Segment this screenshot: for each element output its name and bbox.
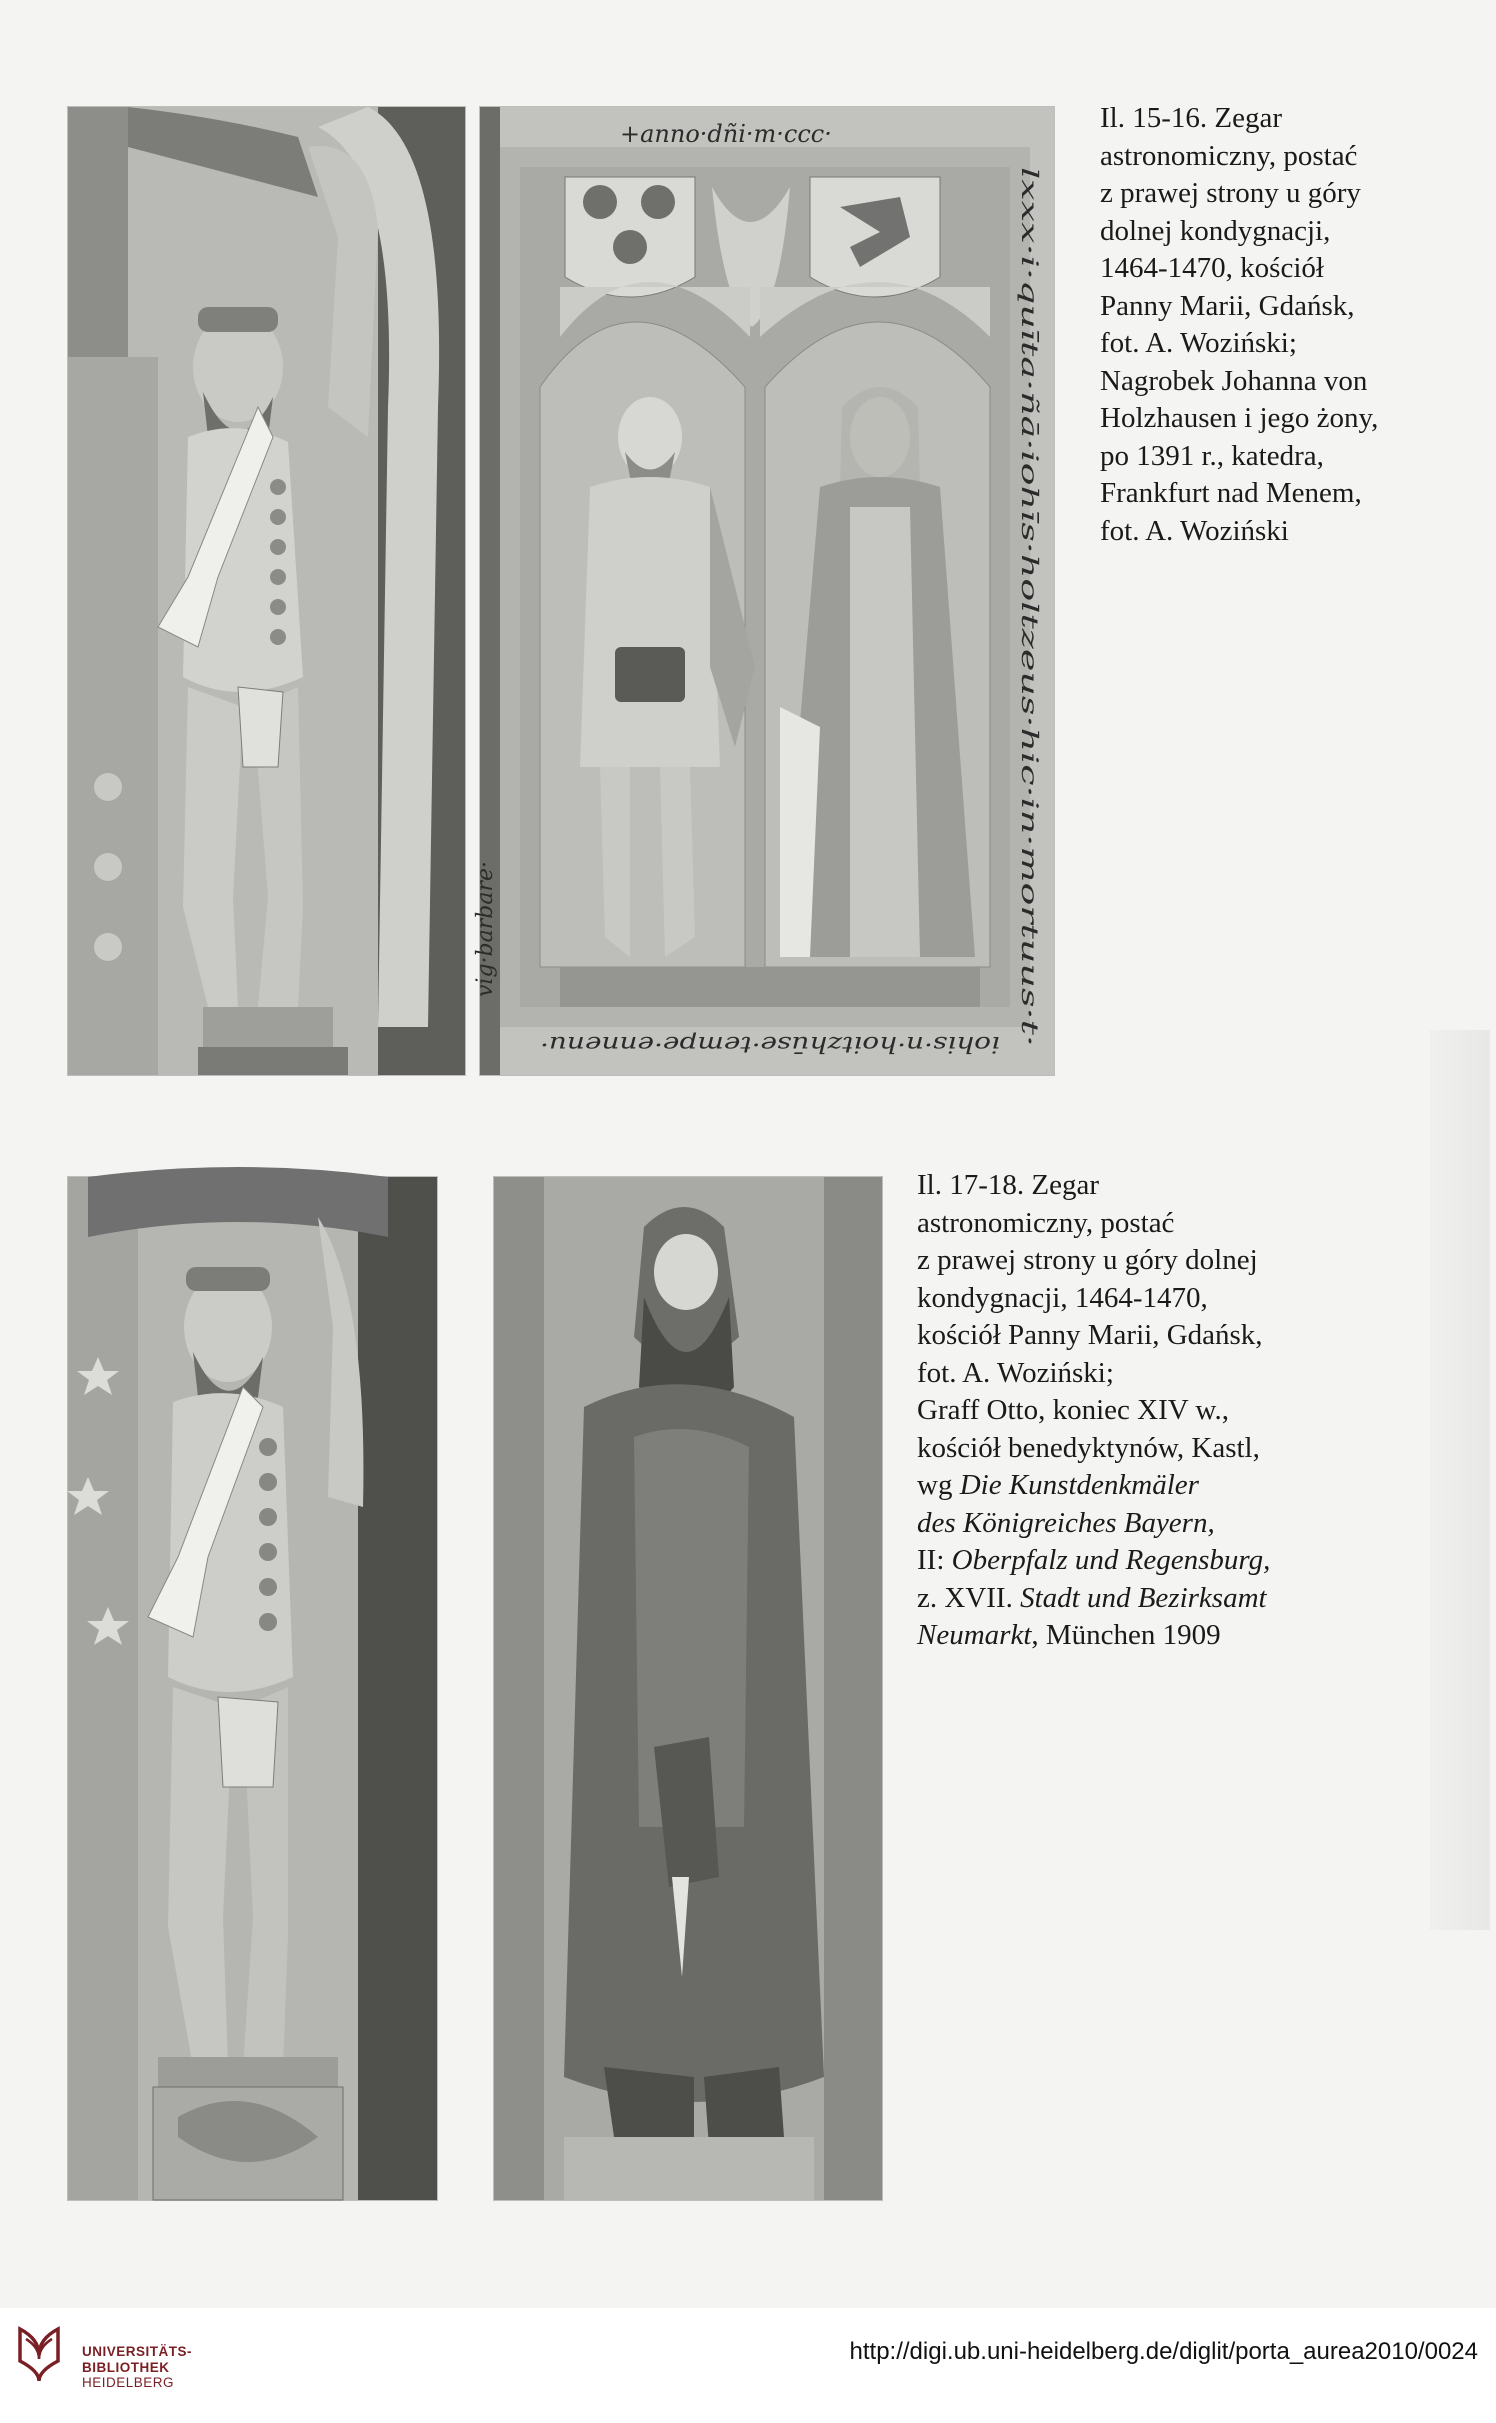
caption-line: astronomiczny, postać [1100, 139, 1358, 172]
tomb-slab-image [473, 107, 1054, 1075]
caption-text: wg [917, 1469, 960, 1501]
caption-illustrations-17-18 [917, 1167, 1270, 1655]
tomb-inscription-right: lxxx·i·quīta·ñā·iohīs·holtzeus·hic·in·mortuus·t· [1016, 167, 1041, 676]
caption-line [917, 1580, 1270, 1618]
caption-line: kościół Panny Marii, Gdańsk, [917, 1319, 1263, 1351]
caption-line: Il. 17-18. Zegar [917, 1169, 1099, 1201]
caption-line: Nagrobek Johanna von [1100, 364, 1368, 397]
library-name-line: HEIDELBERG [82, 2375, 175, 2390]
tomb-inscription-left: vig·barbare· [473, 861, 498, 997]
caption-line: 1464-1470, kościół [1100, 252, 1324, 284]
caption-line [917, 1467, 1270, 1505]
volume-title: Oberpfalz und Regensburg, [951, 1544, 1271, 1576]
tomb-inscription-top: +anno·dñi·m·ccc· [620, 120, 832, 148]
caption-line [917, 1617, 1270, 1655]
photo-trumpeter-figure [67, 106, 466, 1076]
trumpeter-figure-image [68, 107, 465, 1075]
caption-line: Il. 15-16. Zegar [1100, 102, 1282, 134]
library-name-line: BIBLIOTHEK [82, 2359, 170, 2375]
caption-line: po 1391 r., katedra, [1100, 439, 1324, 472]
caption-line: kościół benedyktynów, Kastl, [917, 1431, 1260, 1464]
caption-line: z prawej strony u góry [1100, 177, 1361, 209]
caption-line: fot. A. Woziński; [1100, 327, 1297, 359]
caption-line: fot. A. Woziński; [917, 1356, 1114, 1389]
caption-text: , München 1909 [1031, 1619, 1221, 1651]
caption-illustrations-15-16 [1100, 100, 1378, 550]
graff-otto-image [494, 1177, 882, 2200]
tomb-inscription-bottom: iohis·n·hoitzhūse·tempe·ennenu· [540, 1031, 1000, 1056]
caption-line: Graff Otto, koniec XIV w., [917, 1394, 1229, 1426]
library-logo-icon [16, 2325, 62, 2385]
photo-trumpeter-figure-2 [67, 1176, 438, 2201]
caption-line: kondygnacji, 1464-1470, [917, 1281, 1208, 1314]
library-name-line: UNIVERSITÄTS- [82, 2344, 193, 2359]
photo-tomb-slab [473, 106, 1055, 1076]
caption-line: Frankfurt nad Menem, [1100, 477, 1362, 509]
part-title: Stadt und Bezirksamt [1020, 1581, 1267, 1614]
caption-line [917, 1505, 1270, 1543]
caption-text: z. XVII. [917, 1581, 1021, 1614]
bleed-through-shadow [1430, 1030, 1490, 1930]
caption-text: II: [917, 1544, 952, 1576]
photo-graff-otto [493, 1176, 883, 2201]
caption-line: Holzhausen i jego żony, [1100, 402, 1379, 434]
caption-line: fot. A. Woziński [1100, 514, 1289, 547]
trumpeter-figure-2-image [68, 1177, 437, 2200]
caption-line [917, 1542, 1270, 1580]
source-url[interactable]: http://digi.ub.uni-heidelberg.de/diglit/porta_aurea2010/0024 [849, 2338, 1478, 2365]
caption-line: z prawej strony u góry dolnej [917, 1244, 1258, 1276]
book-title: des Königreiches Bayern, [917, 1506, 1215, 1539]
caption-line: Panny Marii, Gdańsk, [1100, 289, 1355, 322]
library-name [82, 2344, 192, 2391]
book-title: Die Kunstdenkmäler [959, 1469, 1199, 1501]
caption-line: dolnej kondygnacji, [1100, 214, 1331, 247]
part-title: Neumarkt [917, 1619, 1032, 1651]
caption-line: astronomiczny, postać [917, 1206, 1175, 1239]
digitization-footer [0, 2308, 1496, 2423]
